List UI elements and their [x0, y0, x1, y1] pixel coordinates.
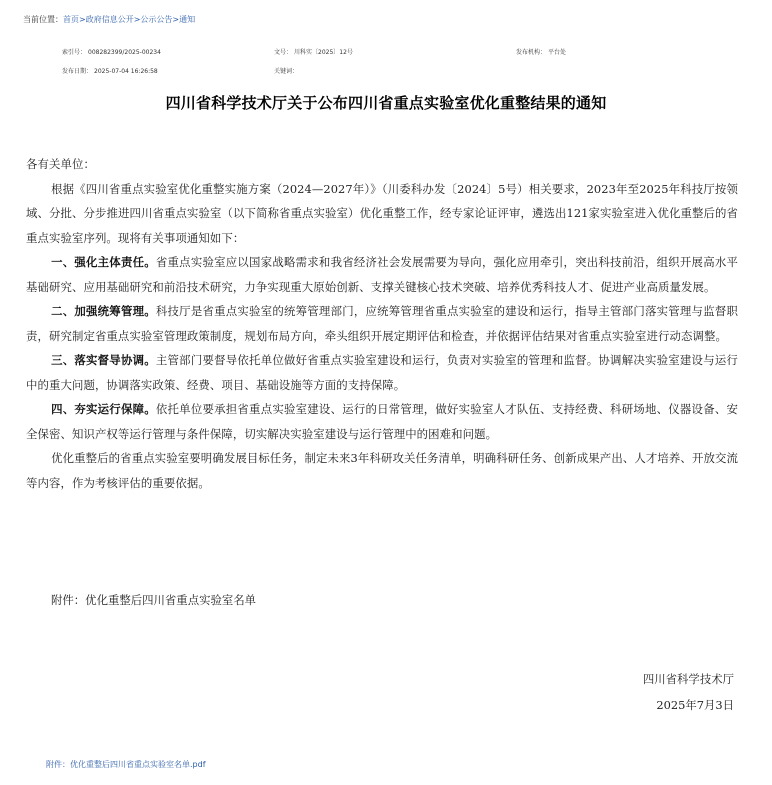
meta-keyword — [274, 66, 300, 75]
section-text: 主管部门要督导依托单位做好省重点实验室建设和运行，负责对实验室的管理和监督。协调解决实验室建设与运行中的重大问题，协调落实政策、经费、项目、基础设施等方面的支持保障。 — [26, 353, 738, 392]
attachment-note: 附件：优化重整后四川省重点实验室名单 — [51, 593, 257, 607]
intro-paragraph: 根据《四川省重点实验室优化重整实施方案（2024—2027年）》（川委科办发〔2024〕5号）相关要求，2023年至2025年科技厅按领域、分批、分步推进四川省重点实验室（以下简称省重点实验室）优化重整工作，经专家论证评审，遴选出121家实验室进入优化重整后的省重点实验室序列。现将有关事项通知如下： — [26, 181, 738, 245]
section-heading: 一、强化主体责任。 — [51, 255, 156, 269]
meta-date-label: 发布日期： — [62, 68, 93, 75]
closing-paragraph: 优化重整后的省重点实验室要明确发展目标任务，制定未来3年科研攻关任务清单，明确科研任务、创新成果产出、人才培养、开放交流等内容，作为考核评估的重要依据。 — [26, 451, 738, 490]
meta-index — [62, 47, 161, 56]
signature-org: 四川省科学技术厅 — [642, 672, 734, 686]
breadcrumb-label: 当前位置： — [23, 15, 63, 24]
attachment-download — [46, 759, 206, 770]
breadcrumb-notice-board-link[interactable]: 公示公告 — [140, 15, 173, 24]
breadcrumb-separator: > — [79, 15, 86, 24]
signature-date: 2025年7月3日 — [656, 698, 734, 712]
meta-docno-label: 文号： — [274, 49, 293, 56]
meta-date — [62, 66, 158, 75]
section-text: 科技厅是省重点实验室的统筹管理部门，应统筹管理省重点实验室的建设和运行，指导主管部门落实管理与监督职责，研究制定省重点实验室管理政策制度，规划布局方向，牵头组织开展定期评估和检查，并依据评估结果对省重点实验室进行动态调整。 — [26, 304, 738, 343]
breadcrumb-gov-info-link[interactable]: 政府信息公开 — [85, 15, 134, 24]
meta-keyword-label: 关键词： — [274, 68, 299, 75]
document-body — [26, 152, 738, 495]
meta-issuer-value: 平台处 — [548, 49, 567, 56]
meta-docno — [274, 47, 353, 56]
section-text: 依托单位要承担省重点实验室建设、运行的日常管理，做好实验室人才队伍、支持经费、科研场地、仪器设备、安全保密、知识产权等运行管理与条件保障，切实解决实验室建设与运行管理中的困难和问题。 — [26, 402, 738, 441]
meta-issuer-label: 发布机构： — [516, 49, 547, 56]
salutation: 各有关单位： — [26, 157, 95, 171]
breadcrumb-home-link[interactable]: 首页 — [63, 15, 79, 24]
breadcrumb-separator: > — [133, 15, 141, 24]
section-paragraph — [26, 348, 738, 397]
breadcrumb-notice-link[interactable]: 通知 — [179, 15, 196, 24]
section-heading: 四、夯实运行保障。 — [51, 402, 156, 416]
section-heading: 三、落实督导协调。 — [51, 353, 156, 367]
attachment-pdf-link[interactable]: 优化重整后四川省重点实验室名单.pdf — [70, 760, 206, 769]
section-heading: 二、加强统筹管理。 — [51, 304, 156, 318]
meta-index-label: 索引号： — [62, 49, 87, 56]
meta-index-value: 008282399/2025-00234 — [88, 49, 161, 56]
section-paragraph — [26, 299, 738, 348]
breadcrumb-separator: > — [172, 15, 180, 24]
section-paragraph — [26, 250, 738, 299]
meta-date-value: 2025-07-04 16:26:58 — [94, 68, 158, 75]
page-title: 四川省科学技术厅关于公布四川省重点实验室优化重整结果的通知 — [165, 94, 607, 112]
attachment-link-label: 附件： — [46, 760, 70, 769]
breadcrumb — [23, 14, 195, 25]
meta-docno-value: 川科实〔2025〕12号 — [294, 49, 353, 56]
section-paragraph — [26, 397, 738, 446]
section-text: 省重点实验室应以国家战略需求和我省经济社会发展需要为导向，强化应用牵引，突出科技前沿，组织开展高水平基础研究、应用基础研究和前沿技术研究，力争实现重大原始创新、支撑关键核心技术突破、培养优秀科技人才、促进产业高质量发展。 — [26, 255, 738, 294]
meta-issuer — [516, 47, 566, 56]
